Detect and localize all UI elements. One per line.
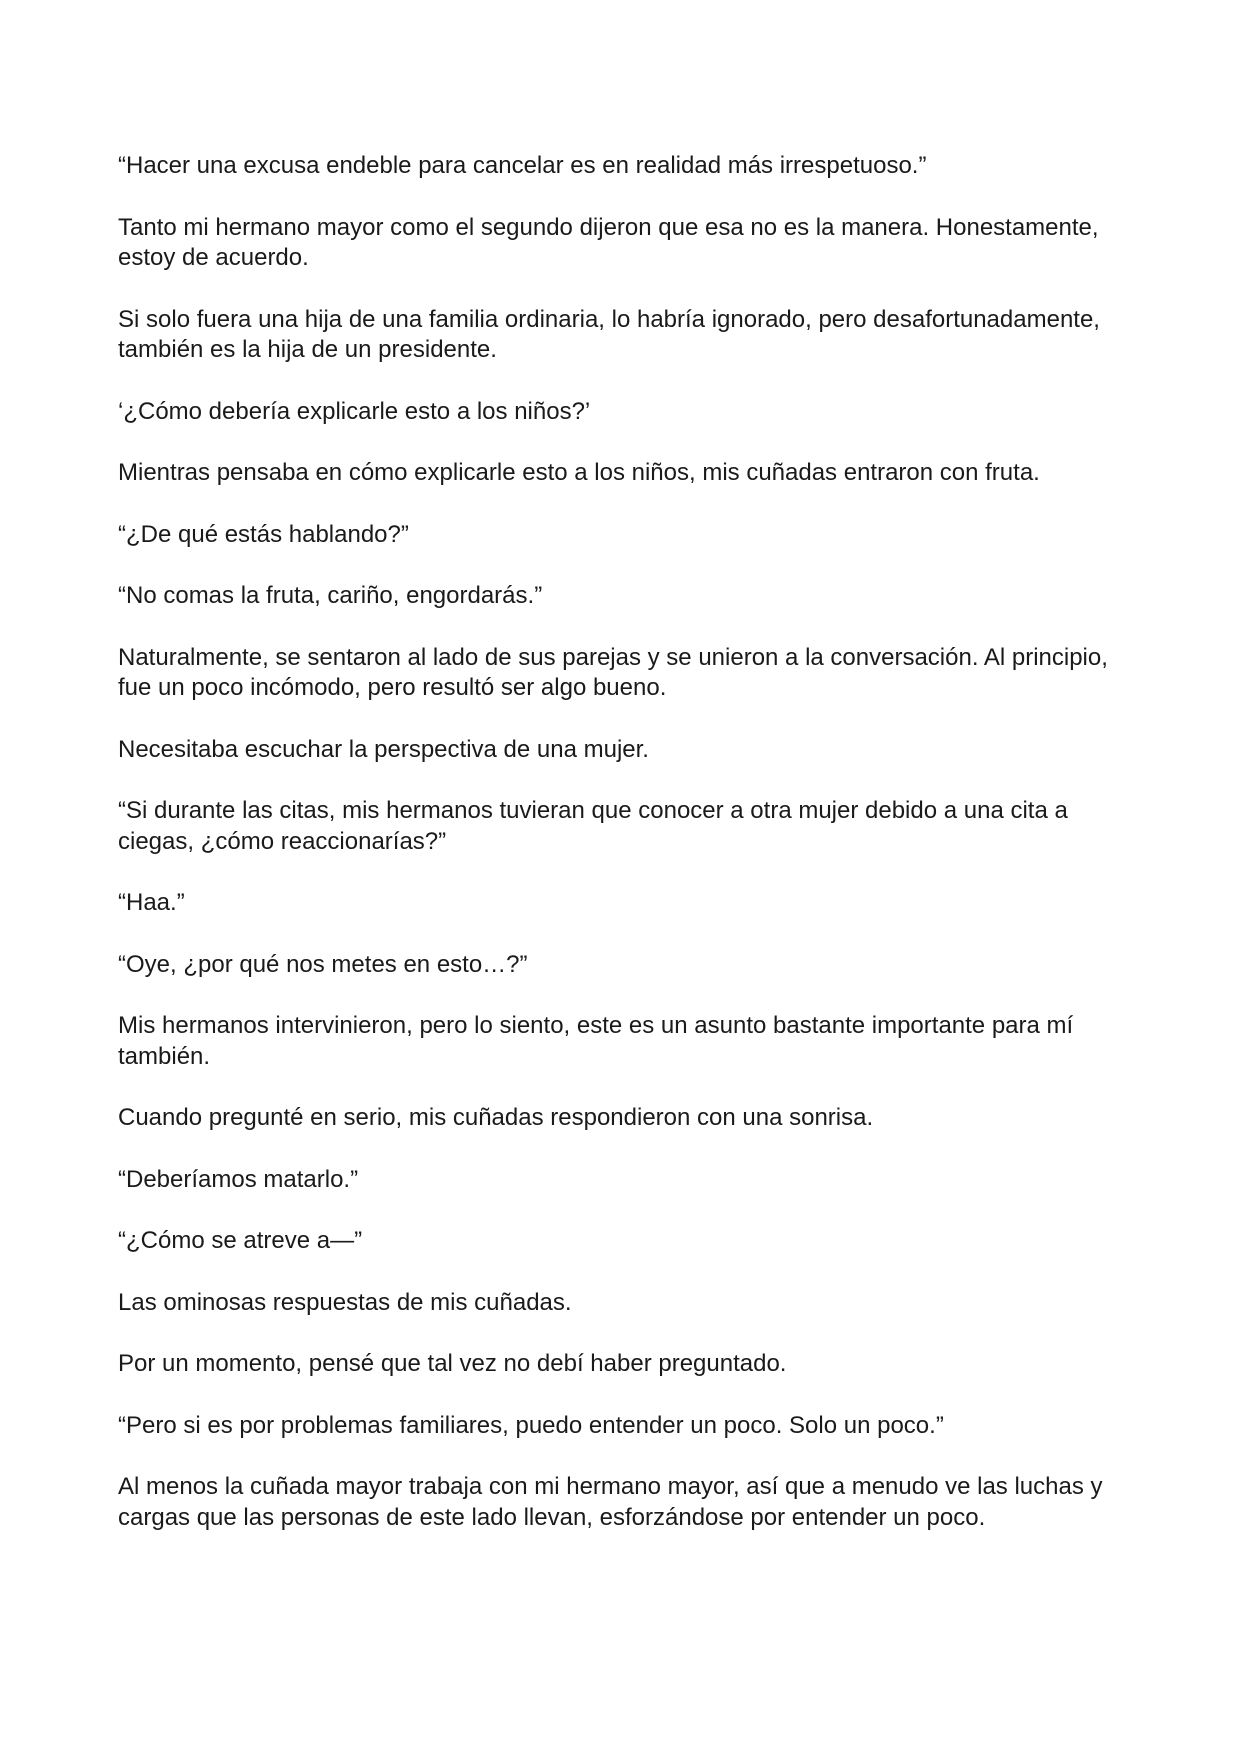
- paragraph-17: Las ominosas respuestas de mis cuñadas.: [118, 1288, 572, 1316]
- paragraph-19: “Pero si es por problemas familiares, puedo entender un poco. Solo un poco.”: [118, 1411, 944, 1439]
- paragraph-2: Tanto mi hermano mayor como el segundo dijeron que esa no es la manera. Honestamente, estoy de acuerdo.: [118, 213, 1099, 271]
- paragraph-9: Necesitaba escuchar la perspectiva de una mujer.: [118, 735, 649, 763]
- paragraph-16: “¿Cómo se atreve a—”: [118, 1227, 363, 1254]
- paragraph-14: Cuando pregunté en serio, mis cuñadas respondieron con una sonrisa.: [118, 1104, 874, 1131]
- paragraph-13: Mis hermanos intervinieron, pero lo siento, este es un asunto bastante importante para mí también.: [118, 1012, 1074, 1070]
- paragraph-6: “¿De qué estás hablando?”: [118, 520, 409, 548]
- paragraph-10: “Si durante las citas, mis hermanos tuvieran que conocer a otra mujer debido a una cita a ciegas, ¿cómo reaccionarías?”: [118, 797, 1068, 855]
- paragraph-12: “Oye, ¿por qué nos metes en esto…?”: [118, 950, 528, 978]
- paragraph-4: ‘¿Cómo debería explicarle esto a los niños?’: [118, 397, 591, 425]
- paragraph-1: “Hacer una excusa endeble para cancelar es en realidad más irrespetuoso.”: [118, 152, 927, 179]
- paragraph-5: Mientras pensaba en cómo explicarle esto a los niños, mis cuñadas entraron con fruta.: [118, 459, 1040, 486]
- paragraph-20: Al menos la cuñada mayor trabaja con mi hermano mayor, así que a menudo ve las luchas y cargas que las personas de este lado llevan, esforzándose por entender un poco.: [118, 1473, 1103, 1531]
- paragraph-11: “Haa.”: [118, 889, 185, 916]
- paragraph-7: “No comas la fruta, cariño, engordarás.”: [118, 582, 543, 609]
- paragraph-18: Por un momento, pensé que tal vez no debí haber preguntado.: [118, 1350, 787, 1377]
- paragraph-8: Naturalmente, se sentaron al lado de sus parejas y se unieron a la conversación. Al principio, fue un poco incómodo, pero resultó ser algo bueno.: [118, 643, 1108, 701]
- document-body: [118, 151, 1128, 1533]
- paragraph-3: Si solo fuera una hija de una familia ordinaria, lo habría ignorado, pero desafortunadamente, también es la hija de un presidente.: [118, 305, 1100, 363]
- paragraph-15: “Deberíamos matarlo.”: [118, 1165, 359, 1193]
